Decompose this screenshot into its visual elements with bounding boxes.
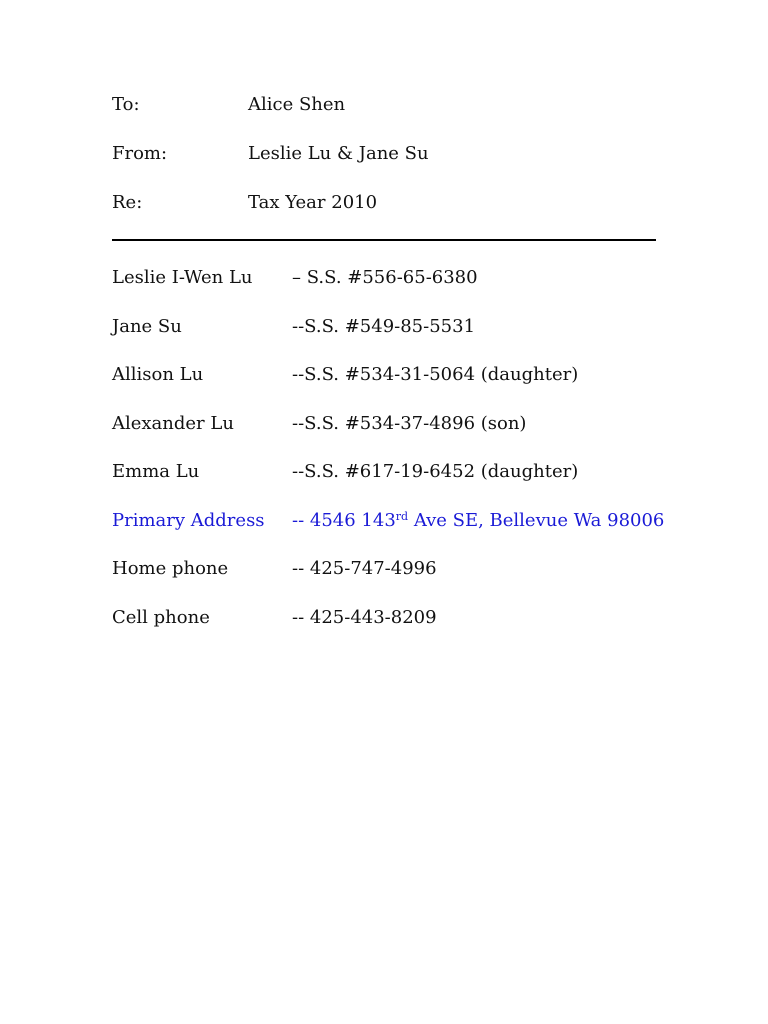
person-name: Allison Lu bbox=[112, 364, 204, 385]
person-name: Emma Lu bbox=[112, 461, 200, 482]
re-row bbox=[112, 190, 656, 239]
cell-phone-label: Cell phone bbox=[112, 606, 210, 628]
address-value-prefix: -- 4546 143 bbox=[292, 509, 396, 531]
address-row bbox=[112, 508, 672, 557]
to-label: To: bbox=[112, 94, 140, 115]
home-phone-value: -- 425-747-4996 bbox=[292, 558, 437, 579]
person-ssn: --S.S. #549-85-5531 bbox=[292, 315, 476, 337]
person-name: Leslie I-Wen Lu bbox=[112, 267, 253, 288]
person-row bbox=[112, 314, 672, 363]
person-ssn: – S.S. #556-65-6380 bbox=[292, 267, 478, 288]
cell-phone-row bbox=[112, 605, 672, 654]
re-label: Re: bbox=[112, 192, 143, 213]
re-value: Tax Year 2010 bbox=[248, 192, 378, 213]
person-row bbox=[112, 362, 672, 411]
to-value: Alice Shen bbox=[248, 94, 346, 115]
person-ssn: --S.S. #617-19-6452 (daughter) bbox=[292, 461, 579, 482]
from-row bbox=[112, 141, 656, 190]
person-row bbox=[112, 411, 672, 460]
taxpayer-info-list bbox=[112, 265, 672, 653]
person-ssn: --S.S. #534-31-5064 (daughter) bbox=[292, 364, 579, 385]
from-value: Leslie Lu & Jane Su bbox=[248, 143, 429, 164]
person-name: Jane Su bbox=[112, 315, 182, 337]
address-label: Primary Address bbox=[112, 509, 265, 531]
from-label: From: bbox=[112, 143, 168, 164]
home-phone-row bbox=[112, 556, 672, 605]
header-divider bbox=[112, 239, 656, 241]
address-value bbox=[292, 508, 664, 534]
person-name: Alexander Lu bbox=[112, 412, 234, 434]
person-ssn: --S.S. #534-37-4896 (son) bbox=[292, 412, 527, 434]
address-value-superscript: rd bbox=[395, 509, 409, 523]
address-value-suffix: Ave SE, Bellevue Wa 98006 bbox=[408, 509, 665, 531]
to-row bbox=[112, 92, 656, 141]
memo-header bbox=[112, 92, 656, 239]
home-phone-label: Home phone bbox=[112, 558, 229, 579]
person-row bbox=[112, 459, 672, 508]
cell-phone-value: -- 425-443-8209 bbox=[292, 606, 437, 628]
person-row bbox=[112, 265, 672, 314]
